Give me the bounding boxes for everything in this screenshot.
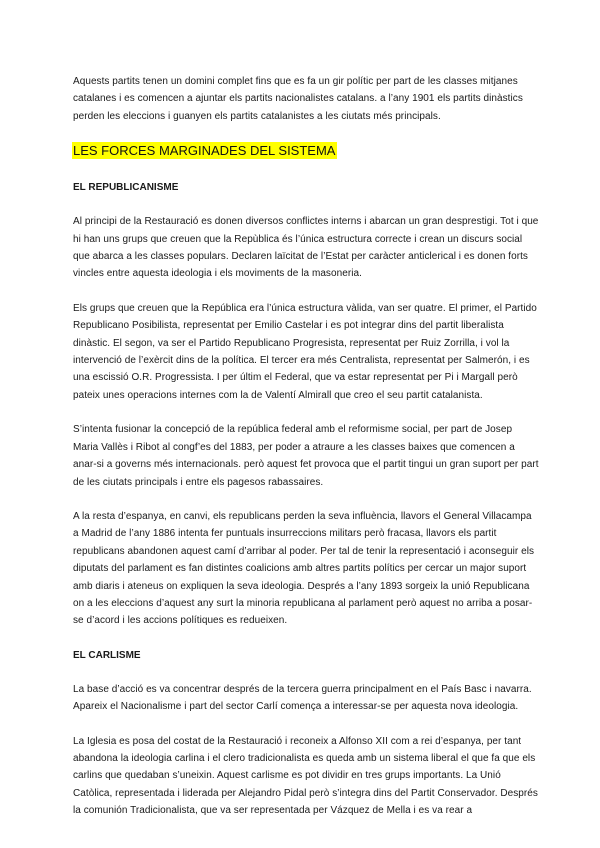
- carlisme-paragraph-2: La Iglesia es posa del costat de la Restauració i reconeix a Alfonso XII com a rei d’espanya, per tant abandona la ideologia carlina i el clero tradicionalista es queda amb un sistema liberal el que fa que els carlins que quedaban s’uneixin. Aquest carlisme es pot dividir en tres grups importants. La Unió Catòlica, representada i liderada per Alejandro Pidal però s’integra dins del Partit Conservador. Després la comunión Tradicionalista, que va ser representada per Vázquez de Mella i es va rear a: [73, 735, 538, 817]
- republicanisme-paragraph-2: Els grups que creuen que la República era l’única estructura vàlida, van ser quatre. El primer, el Partido Republicano Posibilista, representat per Emilio Castelar i es pot integrar dins del partit liberalista dinàstic. El segon, va ser el Partido Republicano Progresista, representat per Ruiz Zorrilla, i vol la intervenció de l’exèrcit dins de la política. El tercer era més Centralista, representat per Salmerón, i es una escissió O.R. Progressista. I per últim el Federal, que va estar representat per Pi i Margall però pateix unes operacions internes com la de Valentí Almirall que creo el seu partit catalanista.: [73, 302, 537, 401]
- section-heading: [73, 142, 540, 179]
- republicanisme-paragraph-3: S’intenta fusionar la concepció de la república federal amb el reformisme social, per part de Josep Maria Vallès i Ribot al congf’es del 1883, per poder a atraure a les classes baixes que comencen a anar-si a governs més internacionals. però aquest fet provoca que el partit tingui un gran suport per part de les ciutats principals i entre els pagesos rabassaires.: [73, 424, 539, 488]
- republicanisme-heading: EL REPUBLICANISME: [73, 182, 179, 194]
- intro-paragraph: Aquests partits tenen un domini complet fins que es fa un gir polític per part de les classes mitjanes catalanes i es comencen a ajuntar els partits nacionalistes catalans. a l’any 1901 els partits dinàstics perden les eleccions i guanyen els partits catalanistes a les ciutats més principals.: [73, 76, 523, 122]
- republicanisme-paragraph-4: A la resta d’espanya, en canvi, els republicans perden la seva influència, llavors el General Villacampa a Madrid de l’any 1886 intenta fer puntuals insurreccions militars però fracasa, llavors els partit republicans abandonen aquest camí d’arribar al poder. Per tal de tenir la representació i aconseguir els diputats del parlament es fan distintes coalicions amb altres partits polítics per cercar un major suport amb diaris i ateneus on expliquen la seva ideologia. Després a l’any 1893 sorgeix la unió Republicana on a les eleccions d’aquest any surt la minoria republicana al parlament però aquest no arriba a posar- se d’acord i les accions polítiques es redueixen.: [73, 510, 535, 627]
- section-title-highlight: LES FORCES MARGINADES DEL SISTEMA: [73, 143, 336, 159]
- carlisme-heading: EL CARLISME: [73, 649, 141, 661]
- republicanisme-paragraph-1: Al principi de la Restauració es donen diversos conflictes interns i abarcan un gran desprestigi. Tot i que hi han uns grups que creuen que la Repùblica és l’única estructura correcte i crean un discurs social que abarca a les classes populars. Declaren laïcitat de l’Estat per caràcter anticlerical i es donen forts vincles entre aquesta ideologia i els moviments de la masoneria.: [73, 216, 539, 280]
- carlisme-paragraph-1: La base d’acció es va concentrar després de la tercera guerra principalment en el País Basc i navarra. Apareix el Nacionalisme i part del sector Carlí comença a interessar-se per aquesta nova ideologia.: [73, 683, 532, 713]
